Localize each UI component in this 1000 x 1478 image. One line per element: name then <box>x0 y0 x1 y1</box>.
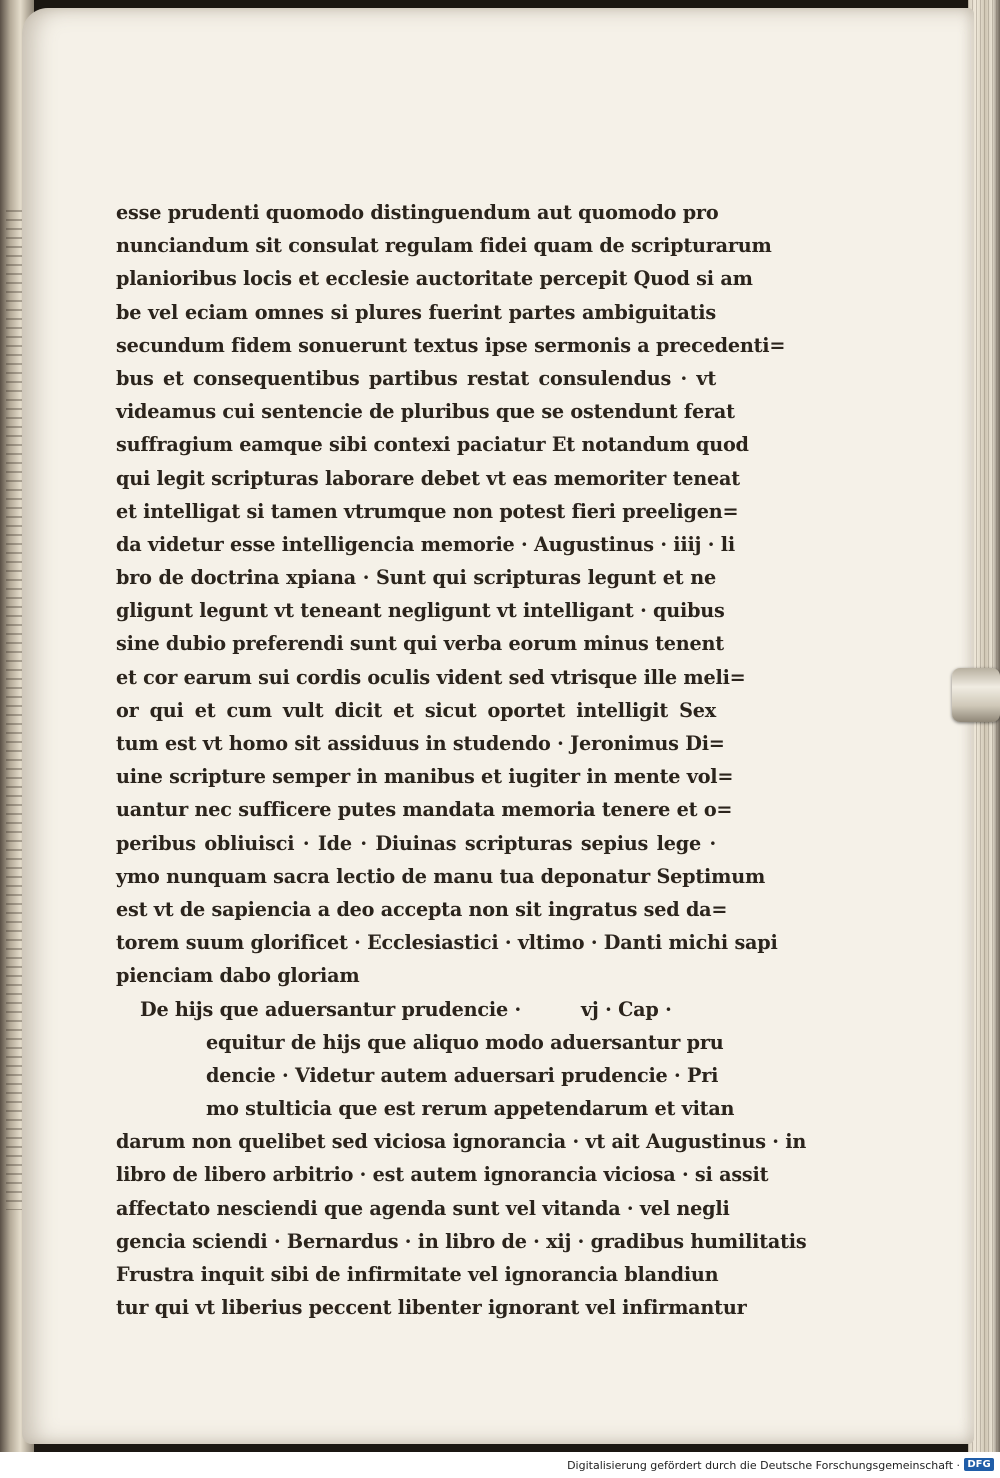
text-line: gencia sciendi · Bernardus · in libro de · xij · gradibus humilitatis <box>116 1229 807 1253</box>
text-line: libro de libero arbitrio · est autem ignorancia viciosa · si assit <box>116 1163 769 1187</box>
text-line: suffragium eamque sibi contexi paciatur Et notandum quod <box>116 433 749 457</box>
text-line: mo stulticia que est rerum appetendarum et vitan <box>206 1097 735 1121</box>
text-line: est vt de sapiencia a deo accepta non sit ingratus sed da= <box>116 897 728 921</box>
text-line: pienciam dabo gloriam <box>116 964 360 988</box>
book-page <box>22 8 974 1444</box>
text-line: sine dubio preferendi sunt qui verba eorum minus tenent <box>116 632 724 656</box>
text-line: videamus cui sentencie de pluribus que se ostendunt ferat <box>116 400 735 424</box>
text-line: dencie · Videtur autem aduersari prudencie · Pri <box>206 1063 719 1087</box>
footer-bar <box>0 1452 1000 1478</box>
text-line: esse prudenti quomodo distinguendum aut quomodo pro <box>116 201 719 224</box>
chapter-title: De hijs que aduersantur prudencie · <box>140 997 521 1021</box>
text-line: et intelligat si tamen vtrumque non potest fieri preeligen= <box>116 499 739 523</box>
text-line: torem suum glorificet · Ecclesiastici · vltimo · Danti michi sapi <box>116 931 778 955</box>
text-line: gligunt legunt vt teneant negligunt vt intelligant · quibus <box>116 599 725 623</box>
text-line: uine scripture semper in manibus et iugiter in mente vol= <box>116 765 734 789</box>
text-line: affectato nesciendi que agenda sunt vel vitanda · vel negli <box>116 1196 730 1220</box>
text-line: tur qui vt liberius peccent libenter ignorant vel infirmantur <box>116 1296 747 1320</box>
chapter-heading <box>116 993 716 1026</box>
text-block <box>116 196 807 1324</box>
chapter-number: vj · Cap · <box>580 997 672 1021</box>
text-line: or qui et cum vult dicit et sicut oportet intelligit Sex <box>116 698 716 722</box>
footer-credit: Digitalisierung gefördert durch die Deutsche Forschungsgemeinschaft · <box>567 1459 960 1472</box>
book-clasp <box>952 668 1000 722</box>
text-line: secundum fidem sonuerunt textus ipse sermonis a precedenti= <box>116 333 786 357</box>
text-line: nunciandum sit consulat regulam fidei quam de scripturarum <box>116 234 772 258</box>
dfg-logo: DFG <box>964 1458 994 1471</box>
text-line: equitur de hijs que aliquo modo aduersantur pru <box>206 1030 724 1054</box>
text-line: be vel eciam omnes si plures fuerint partes ambiguitatis <box>116 300 716 324</box>
text-line: uantur nec sufficere putes mandata memoria tenere et o= <box>116 798 733 822</box>
text-line: tum est vt homo sit assiduus in studendo · Jeronimus Di= <box>116 732 725 755</box>
text-line: bus et consequentibus partibus restat consulendus · vt <box>116 366 716 390</box>
text-line: bro de doctrina xpiana · Sunt qui scripturas legunt et ne <box>116 566 716 590</box>
text-line: et cor earum sui cordis oculis vident sed vtrisque ille meli= <box>116 665 746 689</box>
text-line: peribus obliuisci · Ide · Diuinas scripturas sepius lege · <box>116 831 716 855</box>
text-line: Frustra inquit sibi de infirmitate vel ignorancia blandiun <box>116 1263 719 1286</box>
text-line: qui legit scripturas laborare debet vt eas memoriter teneat <box>116 466 740 490</box>
text-line: darum non quelibet sed viciosa ignorancia · vt ait Augustinus · in <box>116 1130 807 1154</box>
text-line: ymo nunquam sacra lectio de manu tua deponatur Septimum <box>116 864 766 888</box>
text-line: planioribus locis et ecclesie auctoritate percepit Quod si am <box>116 267 753 291</box>
text-line: da videtur esse intelligencia memorie · Augustinus · iiij · li <box>116 532 735 556</box>
